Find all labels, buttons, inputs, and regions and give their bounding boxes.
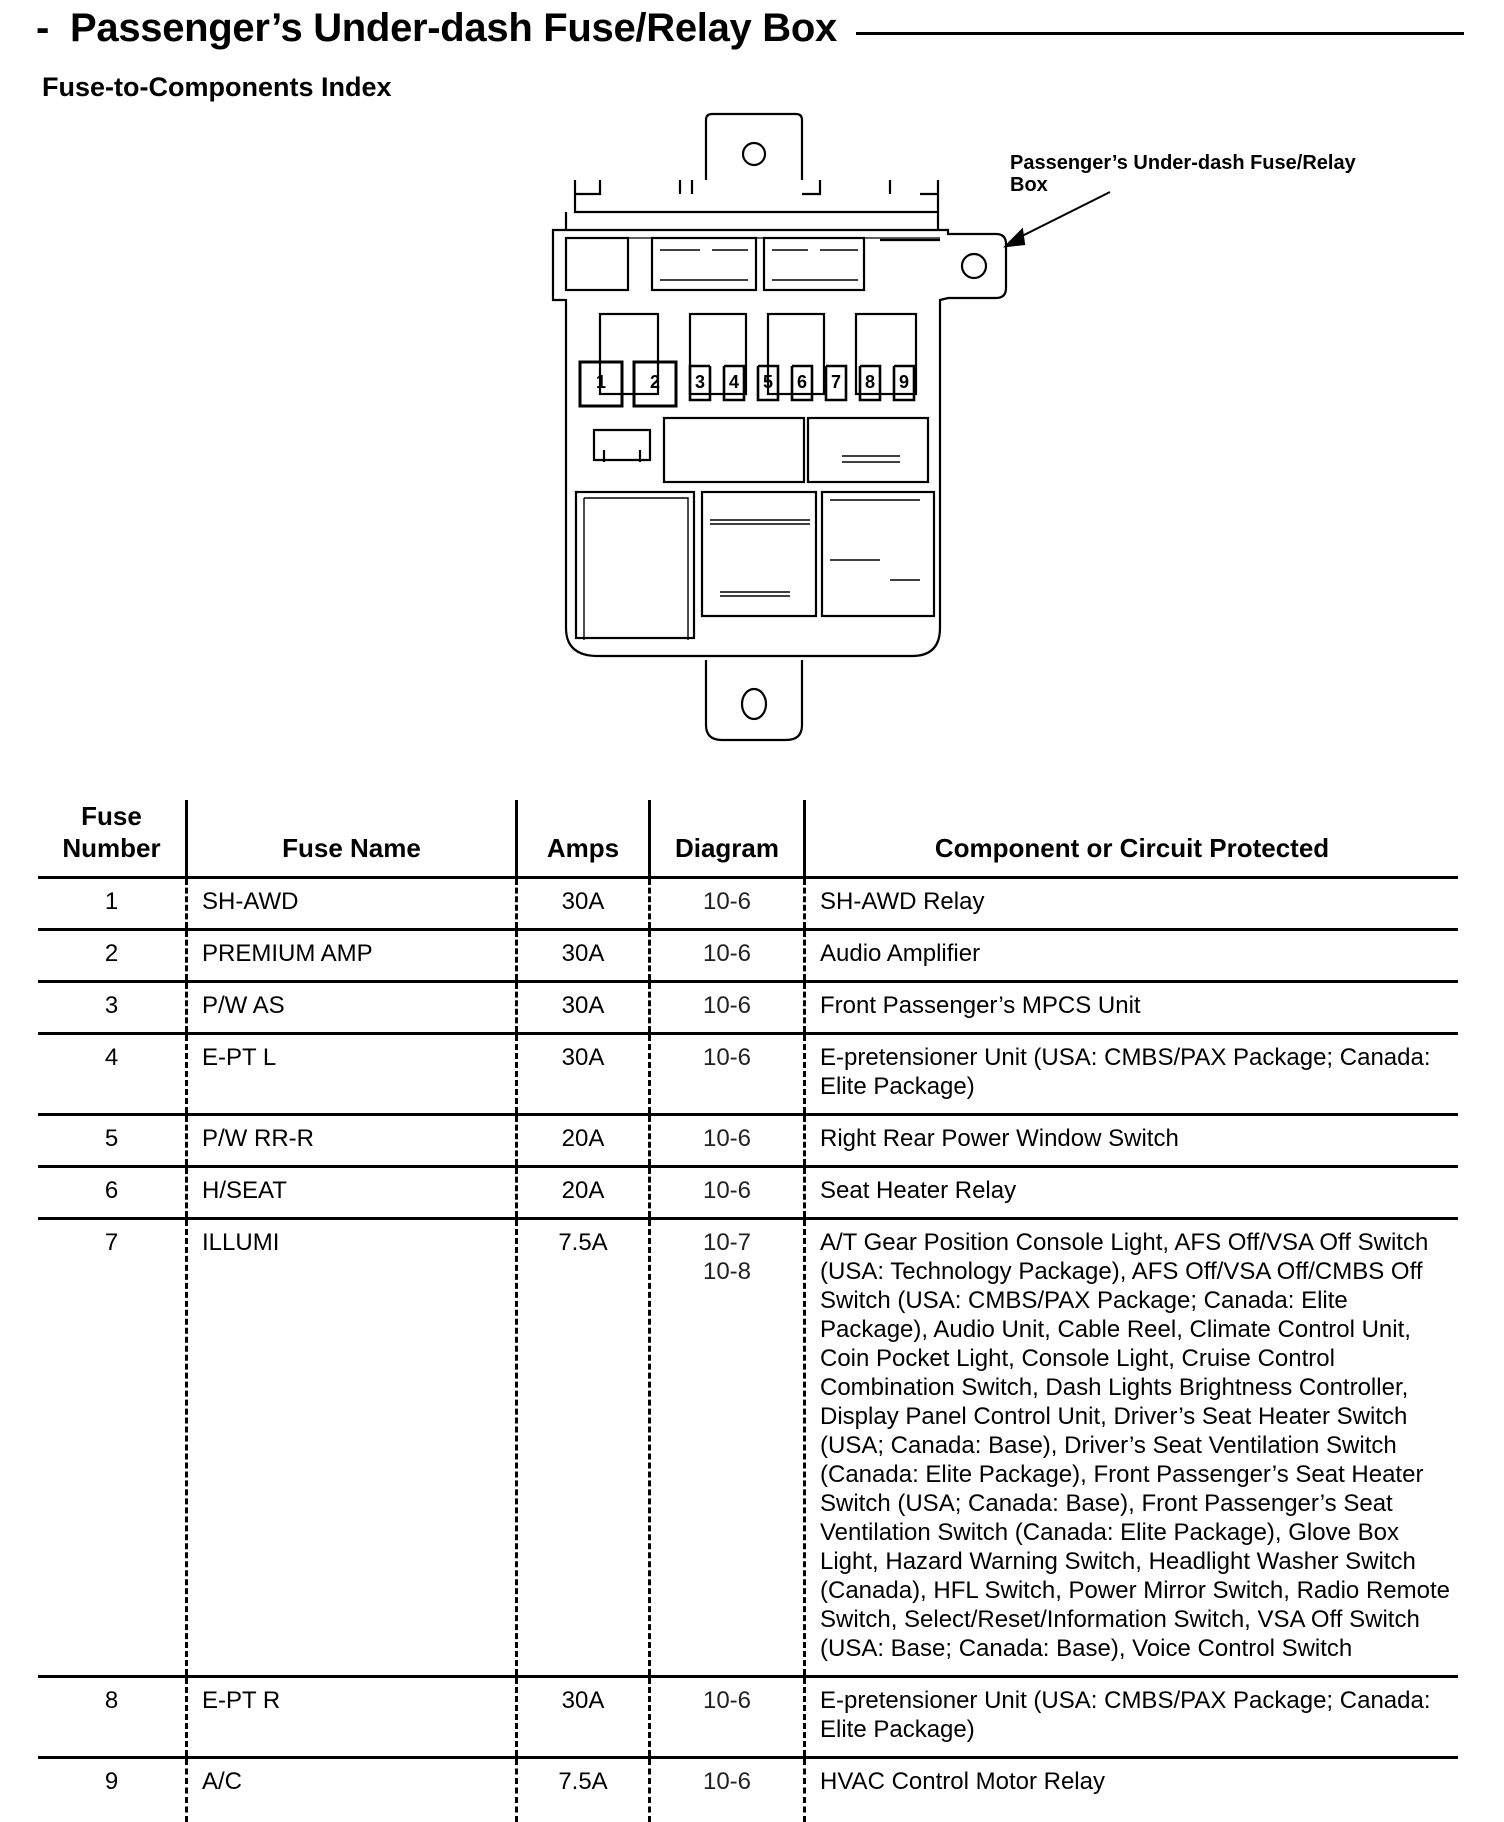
fuse-diagram: 10-6 xyxy=(650,1034,805,1115)
fuse-number: 5 xyxy=(38,1115,187,1167)
fuse-label-7: 7 xyxy=(821,372,851,393)
fuse-box-diagram xyxy=(0,100,1504,750)
fuse-number: 6 xyxy=(38,1167,187,1219)
fuse-diagram: 10-6 xyxy=(650,878,805,930)
table-row xyxy=(38,1677,1458,1758)
callout-line2: Box xyxy=(1010,174,1430,196)
fuse-component: Audio Amplifier xyxy=(805,930,1459,982)
bottom-mount-tab xyxy=(706,660,802,740)
fuse-label-9: 9 xyxy=(889,372,919,393)
callout-line1: Passenger’s Under-dash Fuse/Relay xyxy=(1010,152,1430,174)
section-subtitle: Fuse-to-Components Index xyxy=(42,72,392,103)
fuse-amps: 20A xyxy=(517,1115,650,1167)
fuse-component: E-pretensioner Unit (USA: CMBS/PAX Package; Canada: Elite Package) xyxy=(805,1034,1459,1115)
fuse-amps: 30A xyxy=(517,982,650,1034)
table-row xyxy=(38,1034,1458,1115)
fuse-diagram: 10-6 xyxy=(650,1758,805,1822)
title-rule xyxy=(856,32,1464,35)
fuse-box-drawing xyxy=(0,100,1504,750)
fuse-diagram-line2: 10-8 xyxy=(657,1257,797,1286)
fuse-component: SH-AWD Relay xyxy=(805,878,1459,930)
fuse-amps: 30A xyxy=(517,1034,650,1115)
fuse-label-6: 6 xyxy=(787,372,817,393)
fuse-diagram: 10-6 xyxy=(650,930,805,982)
fuse-number: 7 xyxy=(38,1219,187,1677)
fuse-number: 8 xyxy=(38,1677,187,1758)
fuse-name: SH-AWD xyxy=(187,878,517,930)
header-amps: Amps xyxy=(517,800,650,878)
fuse-name: E-PT R xyxy=(187,1677,517,1758)
fuse-number: 3 xyxy=(38,982,187,1034)
header-fuse-name: Fuse Name xyxy=(187,800,517,878)
fuse-amps: 30A xyxy=(517,1677,650,1758)
fuse-name: PREMIUM AMP xyxy=(187,930,517,982)
header-component: Component or Circuit Protected xyxy=(805,800,1459,878)
table-header-row xyxy=(38,800,1458,878)
fuse-name: ILLUMI xyxy=(187,1219,517,1677)
table-row xyxy=(38,1167,1458,1219)
right-mount-hole xyxy=(962,254,986,278)
fuse-amps: 20A xyxy=(517,1167,650,1219)
top-mount-tab xyxy=(706,114,802,180)
fuse-name: H/SEAT xyxy=(187,1167,517,1219)
callout-label xyxy=(1010,152,1430,196)
fuse-label-2: 2 xyxy=(640,372,670,393)
fuse-diagram xyxy=(650,1219,805,1677)
table-row xyxy=(38,982,1458,1034)
fuse-label-5: 5 xyxy=(753,372,783,393)
fuse-component: Seat Heater Relay xyxy=(805,1167,1459,1219)
table-row xyxy=(38,930,1458,982)
table-row xyxy=(38,1219,1458,1677)
fuse-diagram: 10-6 xyxy=(650,1677,805,1758)
fuse-table xyxy=(38,800,1458,1822)
fuse-label-4: 4 xyxy=(719,372,749,393)
fuse-amps: 7.5A xyxy=(517,1219,650,1677)
fuse-name: P/W RR-R xyxy=(187,1115,517,1167)
fuse-diagram: 10-6 xyxy=(650,982,805,1034)
fuse-component: Right Rear Power Window Switch xyxy=(805,1115,1459,1167)
fuse-diagram: 10-6 xyxy=(650,1167,805,1219)
fuse-label-3: 3 xyxy=(685,372,715,393)
fuse-name: E-PT L xyxy=(187,1034,517,1115)
table-row xyxy=(38,1115,1458,1167)
fuse-diagram: 10-6 xyxy=(650,1115,805,1167)
fuse-amps: 7.5A xyxy=(517,1758,650,1822)
title-row xyxy=(36,6,1464,62)
table-row xyxy=(38,1758,1458,1822)
header-diagram: Diagram xyxy=(650,800,805,878)
header-fuse-number-line2: Number xyxy=(44,832,179,864)
fuse-label-8: 8 xyxy=(855,372,885,393)
fuse-number: 1 xyxy=(38,878,187,930)
fuse-number: 2 xyxy=(38,930,187,982)
fuse-component: E-pretensioner Unit (USA: CMBS/PAX Package; Canada: Elite Package) xyxy=(805,1677,1459,1758)
fuse-diagram-line1: 10-7 xyxy=(657,1228,797,1257)
table-row xyxy=(38,878,1458,930)
title-dash: - xyxy=(36,6,49,51)
fuse-name: P/W AS xyxy=(187,982,517,1034)
fuse-component: Front Passenger’s MPCS Unit xyxy=(805,982,1459,1034)
page-title: Passenger’s Under-dash Fuse/Relay Box xyxy=(70,6,837,51)
fuse-name: A/C xyxy=(187,1758,517,1822)
header-fuse-number-line1: Fuse xyxy=(44,800,179,832)
fuse-component: HVAC Control Motor Relay xyxy=(805,1758,1459,1822)
header-fuse-number xyxy=(38,800,187,878)
fuse-label-1: 1 xyxy=(586,372,616,393)
fuse-amps: 30A xyxy=(517,878,650,930)
fuse-amps: 30A xyxy=(517,930,650,982)
fuse-number: 4 xyxy=(38,1034,187,1115)
fuse-number: 9 xyxy=(38,1758,187,1822)
fuse-component: A/T Gear Position Console Light, AFS Off/VSA Off Switch (USA: Technology Package), AFS Off/VSA Off/CMBS Off Switch (USA: CMBS/PAX Package; Canada: Elite Package), Audio Unit, Cable Reel, Climate Control Unit, Coin Pocket Light, Console Light, Cruise Control Combination Switch, Dash Lights Brightness Controller, Display Panel Control Unit, Driver’s Seat Heater Switch (USA; Canada: Base), Driver’s Seat Ventilation Switch (Canada: Elite Package), Front Passenger’s Seat Heater Switch (USA; Canada: Base), Front Passenger’s Seat Ventilation Switch (Canada: Elite Package), Glove Box Light, Hazard Warning Switch, Headlight Washer Switch (Canada), HFL Switch, Power Mirror Switch, Radio Remote Switch, Select/Reset/Information Switch, VSA Off Switch (USA: Base; Canada: Base), Voice Control Switch xyxy=(805,1219,1459,1677)
